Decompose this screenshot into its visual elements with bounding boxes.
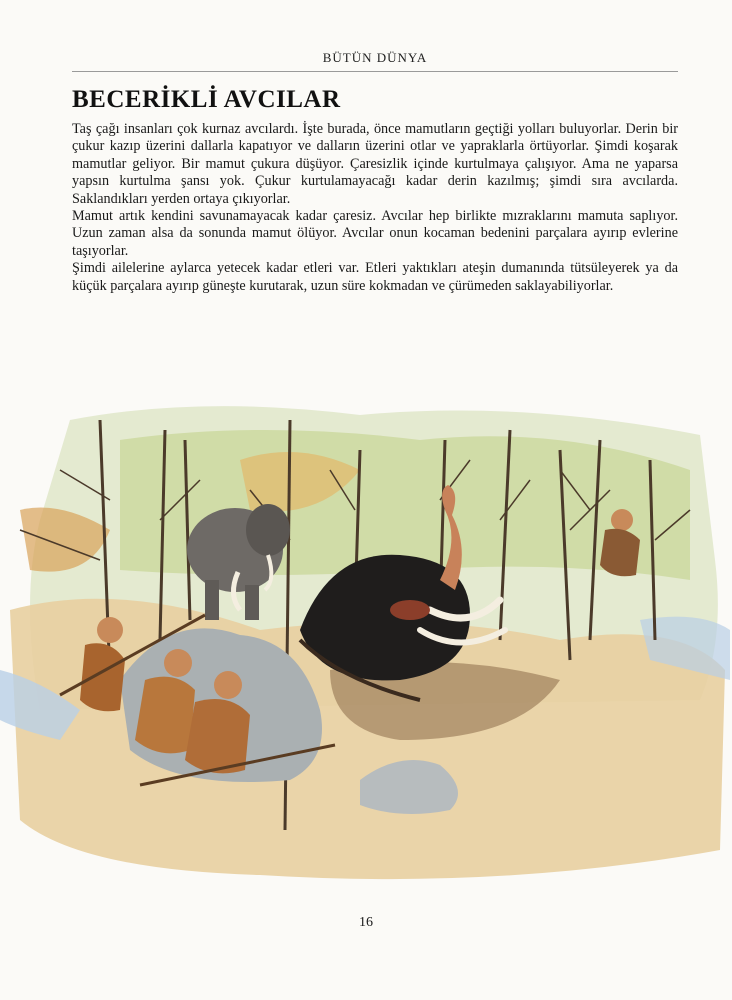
page-number: 16 [359,915,373,930]
article-paragraph: Taş çağı insanları çok kurnaz avcılardı. İşte burada, önce mamutların geçtiği yolları buluyorlar. Derin bir çukur kazıp üzerini dallarla kapatıyor ve dalların üzerini otlar ve yapraklarla örtüyorlar. Şimdi koşarak mamutlar geliyor. Bir mamut çukura düşüyor. Çaresizlik içinde kurtulmaya çalışıyor. Ama ne yaparsa yapsın kurtulma şansı yok. Çukur kurtulamayacağı kadar derin kazılmış; şimdi sıra avcılarda. Saklandıkları yerden ortaya çıkıyorlar. [72,121,678,207]
header-divider [72,71,678,72]
article-paragraph: Mamut artık kendini savunamayacak kadar çaresiz. Avcılar hep birlikte mızraklarını mamuta saplıyor. Uzun zaman alsa da sonunda mamut ölüyor. Avcılar onun kocaman bedenini parçalara ayırıp evlerine taşıyorlar. [72,208,678,259]
mammoth-hunt-illustration [0,380,732,900]
running-header: BÜTÜN DÜNYA [322,50,428,65]
article-paragraph: Şimdi ailelerine aylarca yetecek kadar etleri var. Etleri yaktıkları ateşin dumanında tütsüleyerek ya da küçük parçalara ayırıp güneşte kurutarak, uzun süre kokmadan ve çürümeden saklayabiliyorlar. [72,260,678,294]
article-title: BECERİKLİ AVCILAR [72,86,341,113]
article-body [72,121,678,295]
